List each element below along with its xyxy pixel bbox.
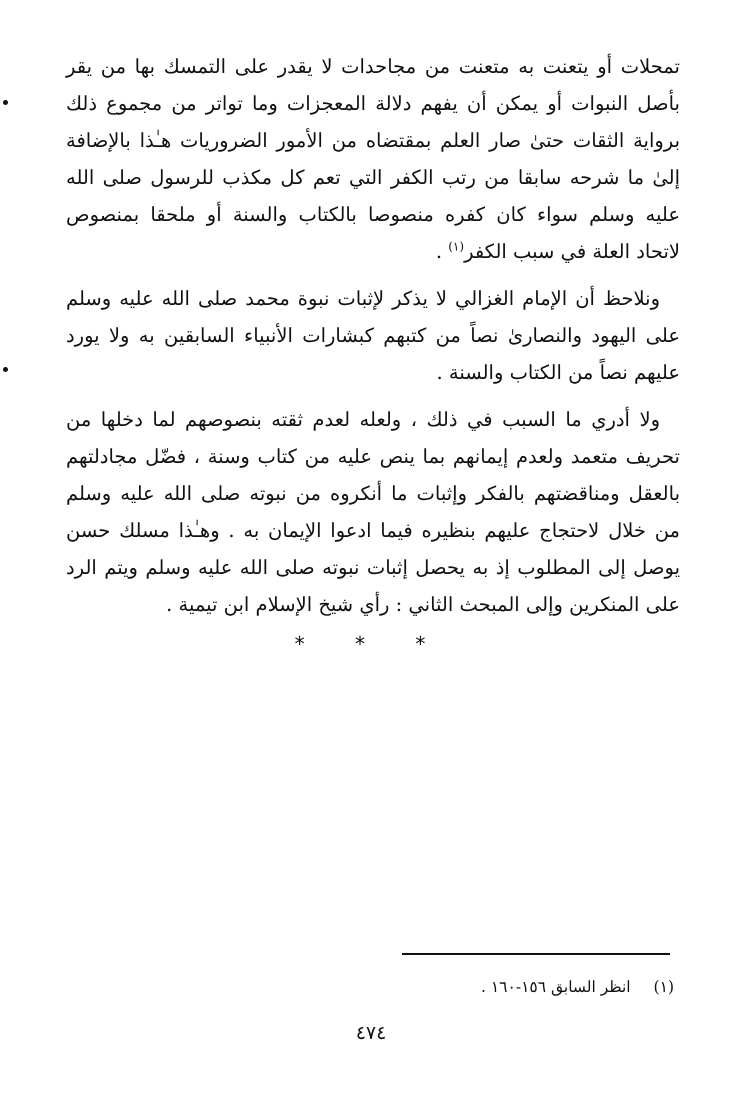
footnote-number: (١) — [653, 978, 674, 996]
footnote-reference: (١) — [448, 239, 465, 254]
footnote-divider — [402, 953, 670, 955]
page-number: ٤٧٤ — [355, 1022, 387, 1044]
footnote-text: انظر السابق ١٥٦-١٦٠ . — [480, 978, 631, 996]
footnote — [481, 978, 674, 996]
paragraph-1-tail: . — [435, 240, 449, 263]
paragraph-1 — [66, 48, 680, 270]
edge-dot-mark — [3, 100, 8, 105]
paragraph-1-text: تمحلات أو يتعنت به متعنت من مجاحدات لا يقدر على التمسك بها من يقر بأصل النبوات أو يمكن أن يفهم دلالة المعجزات وما تواتر من مجموع ذلك برواية الثقات حتىٰ صار العلم بمقتضاه من الأمور الضروريات هـٰذا بالإضافة إلىٰ ما شرحه سابقا من رتب الكفر التي تعم كل مكذب للرسول صلى الله عليه وسلم سواء كان كفره منصوصا بالكتاب والسنة أو ملحقا بمنصوص لاتحاد العلة في سبب الكفر — [66, 55, 680, 263]
edge-dot-mark — [3, 367, 8, 372]
main-text — [66, 48, 680, 633]
section-separator: * * * — [294, 632, 448, 656]
paragraph-3: ولا أدري ما السبب في ذلك ، ولعله لعدم ثقته بنصوصهم لما دخلها من تحريف متعمد ولعدم إيمانهم بما ينص عليه من كتاب وسنة ، فضّل مجادلتهم بالعقل ومناقضتهم بالفكر وإثبات ما أنكروه من نبوته صلى الله عليه وسلم من خلال لاحتجاج عليهم بنظيره فيما ادعوا الإيمان به . وهـٰذا مسلك حسن يوصل إلى المطلوب إذ به يحصل إثبات نبوته صلى الله عليه وسلم ويتم الرد على المنكرين وإلى المبحث الثاني : رأي شيخ الإسلام ابن تيمية . — [66, 408, 680, 616]
paragraph-2: ونلاحظ أن الإمام الغزالي لا يذكر لإثبات نبوة محمد صلى الله عليه وسلم على اليهود والنصارىٰ نصاً من كتبهم كبشارات الأنبياء السابقين به ولا يورد عليهم نصاً من الكتاب والسنة . — [66, 287, 680, 384]
